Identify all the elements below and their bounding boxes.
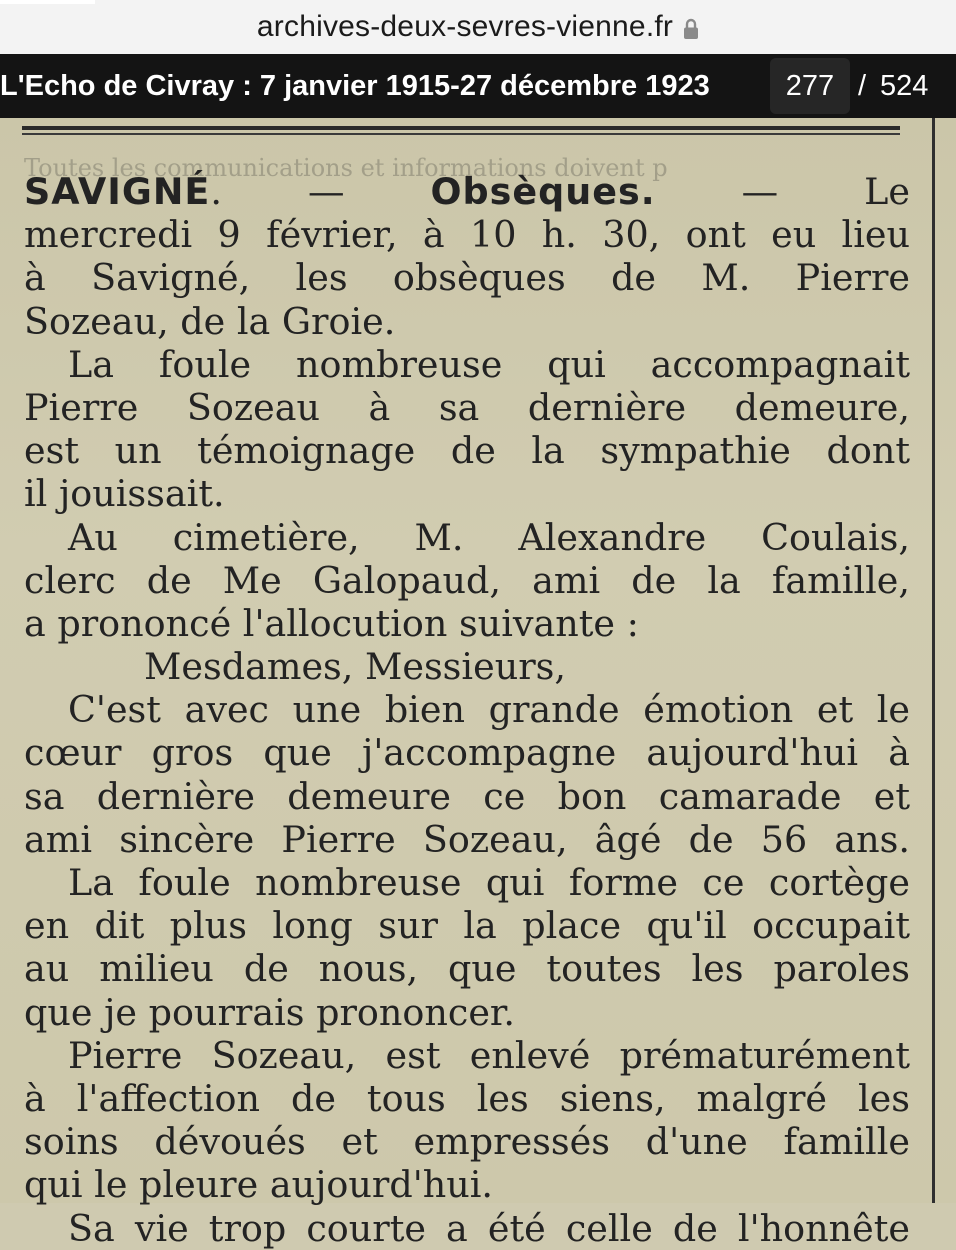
article-line: soins dévoués et empressés d'une famille: [24, 1120, 910, 1164]
document-title: L'Echo de Civray : 7 janvier 1915-27 décembre 1923: [0, 70, 710, 102]
lock-icon: [683, 18, 699, 40]
article-line: sa dernière demeure ce bon camarade et: [24, 774, 910, 818]
article-line: Pierre Sozeau, est enlevé prématurément: [68, 1033, 910, 1077]
article-heading: [24, 170, 910, 213]
article-line: est un témoignage de la sympathie dont: [24, 429, 910, 473]
current-page-input[interactable]: 277: [770, 58, 850, 114]
browser-address-bar[interactable]: [0, 0, 956, 54]
article-line: Sa vie trop courte a été celle de l'honnête: [68, 1206, 910, 1250]
article-line: qui le pleure aujourd'hui.: [24, 1163, 494, 1207]
newspaper-scan[interactable]: [0, 118, 956, 1250]
article-line: à Savigné, les obsèques de M. Pierre: [24, 256, 910, 300]
total-pages: 524: [880, 70, 929, 102]
article-line: au milieu de nous, que toutes les paroles: [24, 947, 910, 991]
article-line: en dit plus long sur la place qu'il occupait: [24, 904, 910, 948]
article-line: La foule nombreuse qui accompagnait: [68, 342, 910, 386]
article-line: clerc de Me Galopaud, ami de la famille,: [24, 558, 910, 602]
column-divider: [932, 118, 935, 1203]
article-line: mercredi 9 février, à 10 h. 30, ont eu lieu: [24, 213, 910, 257]
heading-dash: . —: [210, 170, 345, 213]
article-place: SAVIGNÉ: [24, 170, 211, 213]
viewer-toolbar: [0, 54, 956, 118]
tab-indicator: [0, 0, 95, 4]
article-line: Au cimetière, M. Alexandre Coulais,: [68, 515, 910, 559]
bleed-through-text: Toutes les communications et informations doivent p: [24, 154, 668, 182]
article-line: Pierre Sozeau à sa dernière demeure,: [24, 385, 910, 429]
article-line: La foule nombreuse qui forme ce cortège: [68, 861, 910, 904]
article-line: Sozeau, de la Groie.: [24, 299, 396, 343]
url-text[interactable]: archives-deux-sevres-vienne.fr: [256, 10, 674, 43]
heading-dash-2: — Le: [741, 170, 910, 213]
article-text: [24, 170, 910, 1250]
article-line: à l'affection de tous les siens, malgré les: [24, 1076, 910, 1120]
article-line: que je pourrais prononcer.: [24, 990, 515, 1034]
article-line: ami sincère Pierre Sozeau, âgé de 56 ans.: [24, 817, 910, 861]
article-subject: Obsèques.: [430, 170, 656, 213]
article-line: Mesdames, Messieurs,: [144, 645, 566, 689]
article-line: a prononcé l'allocution suivante :: [24, 601, 639, 645]
article-line: C'est avec une bien grande émotion et le: [68, 688, 910, 732]
article-line: il jouissait.: [24, 472, 225, 516]
article-line: cœur gros que j'accompagne aujourd'hui à: [24, 731, 910, 775]
column-rule-thin: [22, 133, 900, 135]
column-rule: [22, 126, 900, 130]
page-separator: /: [858, 70, 867, 102]
